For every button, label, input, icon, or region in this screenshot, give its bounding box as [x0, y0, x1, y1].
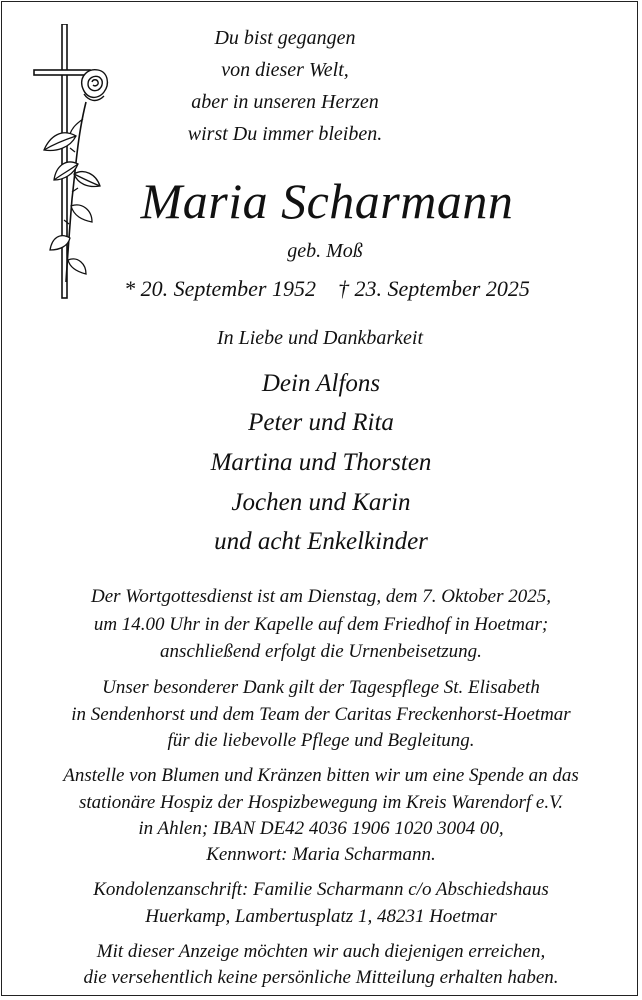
- poem-line: von dieser Welt,: [221, 59, 349, 81]
- condolence-address: Kondolenzanschrift: Familie Scharmann c/o Abschiedshaus: [93, 879, 549, 900]
- thanks-text: für die liebevolle Pflege und Begleitung.: [167, 730, 475, 751]
- family-member: Dein Alfons: [261, 370, 381, 397]
- donation-text: Anstelle von Blumen und Kränzen bitten wir um eine Spende an das: [63, 765, 579, 786]
- poem-line: wirst Du immer bleiben.: [187, 123, 383, 145]
- donation-text: in Ahlen; IBAN DE42 4036 1906 1020 3004 00,: [138, 818, 504, 839]
- birth-name: geb. Moß: [287, 240, 363, 262]
- service-text: um 14.00 Uhr in der Kapelle auf dem Friedhof in Hoetmar;: [93, 614, 549, 635]
- service-text: anschließend erfolgt die Urnenbeisetzung.: [160, 641, 482, 662]
- poem-line: Du bist gegangen: [214, 27, 356, 49]
- life-dates: [6, 276, 642, 302]
- thanks-text: in Sendenhorst und dem Team der Caritas Freckenhorst-Hoetmar: [71, 704, 571, 725]
- dedication-line: In Liebe und Dankbarkeit: [216, 327, 424, 349]
- closing-note: Mit dieser Anzeige möchten wir auch diejenigen erreichen,: [96, 941, 546, 962]
- family-member: Martina und Thorsten: [210, 449, 432, 476]
- family-member: Peter und Rita: [248, 409, 394, 436]
- thanks-text: Unser besonderer Dank gilt der Tagespflege St. Elisabeth: [102, 677, 540, 698]
- condolence-address: Huerkamp, Lambertusplatz 1, 48231 Hoetmar: [145, 906, 497, 927]
- birth-date: * 20. September 1952: [124, 276, 316, 301]
- family-member: und acht Enkelkinder: [214, 528, 428, 555]
- family-member: Jochen und Karin: [231, 489, 411, 516]
- closing-note: die versehentlich keine persönliche Mitteilung erhalten haben.: [83, 967, 559, 988]
- death-date: † 23. September 2025: [338, 276, 530, 301]
- poem-line: aber in unseren Herzen: [191, 91, 379, 113]
- donation-text: Kennwort: Maria Scharmann.: [206, 844, 436, 865]
- service-text: Der Wortgottesdienst ist am Dienstag, dem 7. Oktober 2025,: [90, 586, 552, 607]
- deceased-name: Maria Scharmann: [140, 173, 514, 229]
- donation-text: stationäre Hospiz der Hospizbewegung im Kreis Warendorf e.V.: [79, 792, 563, 813]
